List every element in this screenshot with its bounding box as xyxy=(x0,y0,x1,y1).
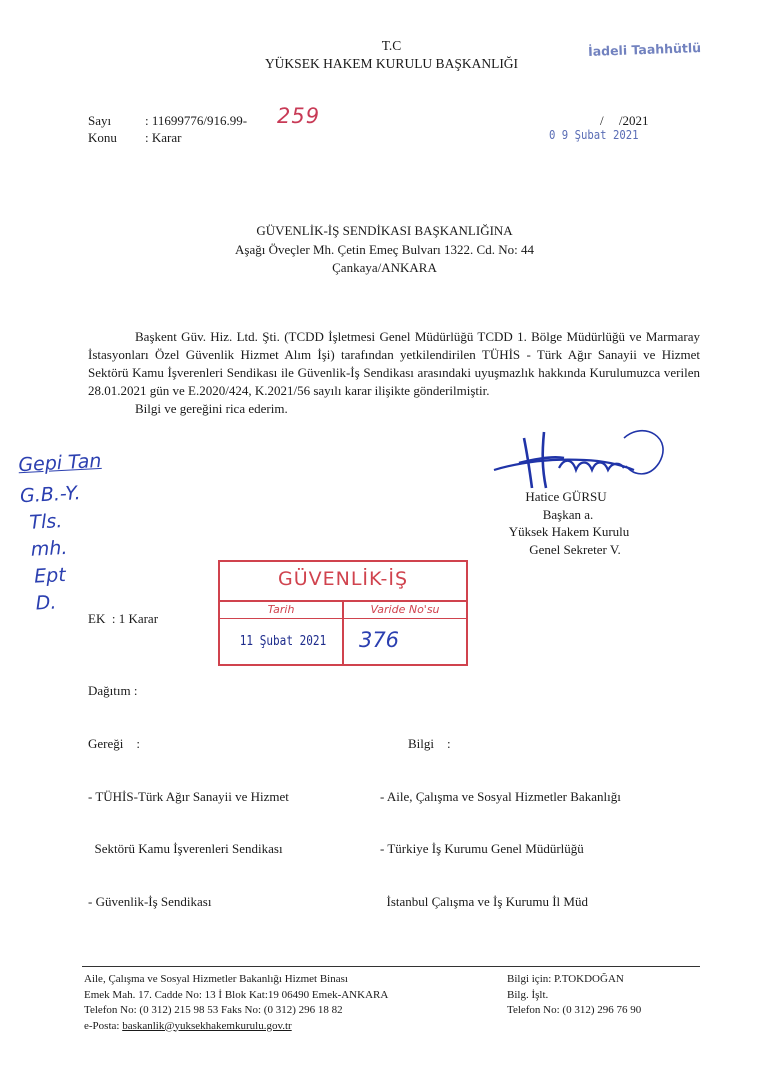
handwritten-note-line: mh. xyxy=(30,536,68,561)
handwritten-note-line: Ept xyxy=(33,563,67,588)
distribution-bilgi xyxy=(380,700,621,928)
attachment-line: EK : 1 Karar xyxy=(88,611,159,626)
footer-email-link[interactable]: baskanlik@yuksekhakemkurulu.gov.tr xyxy=(122,1019,292,1032)
konu-label: Konu xyxy=(88,130,117,145)
footer-contact-person: Bilgi için: P.TOKDOĞAN xyxy=(507,973,624,985)
received-stamp xyxy=(218,560,468,666)
stamp-date-label: Tarih xyxy=(267,603,295,616)
header-institution: YÜKSEK HAKEM KURULU BAŞKANLIĞI xyxy=(264,56,519,71)
sayi-label: Sayı xyxy=(88,113,112,128)
konu-row xyxy=(88,130,181,146)
gereg-item: Sektörü Kamu İşverenleri Sendikası xyxy=(88,841,283,856)
footer-email-row xyxy=(84,1019,388,1035)
addressee-block xyxy=(0,222,763,278)
footer-contact-title: Bilg. İşlt. xyxy=(507,988,549,1001)
handwritten-note xyxy=(18,448,110,618)
addressee-city: Çankaya/ANKARA xyxy=(332,260,437,275)
footer-email-label: e-Posta: xyxy=(84,1019,123,1032)
date-template: / /2021 xyxy=(600,113,649,128)
handwritten-note-line: D. xyxy=(35,591,57,615)
handwritten-note-line: Tls. xyxy=(28,510,63,534)
distribution-gereg xyxy=(88,700,289,928)
stamp-label-divider xyxy=(220,618,466,619)
body-closing: Bilgi ve gereğini rica ederim. xyxy=(135,401,288,416)
signer-name: Hatice GÜRSU xyxy=(525,489,607,504)
stamp-org: GÜVENLİK-İŞ xyxy=(277,568,409,590)
stamp-number-label: Varide No'su xyxy=(370,603,440,616)
signer-title-2: Yüksek Hakem Kurulu xyxy=(508,524,630,539)
footer-phone: Telefon No: (0 312) 215 98 53 Faks No: (0 312) 296 18 82 xyxy=(84,1004,343,1016)
gereg-label: Gereği : xyxy=(88,736,140,751)
handwritten-note-line: Gepi Tan xyxy=(17,449,102,477)
handwritten-note-line: G.B.-Y. xyxy=(19,482,82,508)
footer-address: Emek Mah. 17. Cadde No: 13 İ Blok Kat:19 06490 Emek-ANKARA xyxy=(84,988,389,1001)
date-stamp: 0 9 Şubat 2021 xyxy=(549,127,639,142)
bilgi-item: - Türkiye İş Kurumu Genel Müdürlüğü xyxy=(380,841,584,856)
distribution-title: Dağıtım : xyxy=(88,683,138,698)
footer-divider xyxy=(82,966,700,967)
sayi-value: : 11699776/916.99- xyxy=(145,113,248,128)
signature-scribble xyxy=(484,418,674,498)
header-tc: T.C xyxy=(381,38,402,53)
footer-building: Aile, Çalışma ve Sosyal Hizmetler Bakanlığı Hizmet Binası xyxy=(84,973,348,985)
sayi-handwritten-number: 259 xyxy=(277,104,321,128)
bilgi-label: Bilgi : xyxy=(408,736,451,751)
letter-body xyxy=(88,328,700,418)
gereg-item: - TÜHİS-Türk Ağır Sanayii ve Hizmet xyxy=(88,788,289,804)
sayi-row xyxy=(88,113,247,129)
gereg-item: - Güvenlik-İş Sendikası xyxy=(88,893,212,909)
bilgi-item: - Aile, Çalışma ve Sosyal Hizmetler Bakanlığı xyxy=(380,788,621,804)
footer-right xyxy=(507,972,641,1019)
footer-left xyxy=(84,972,388,1034)
stamp-number-value: 376 xyxy=(358,628,400,652)
registered-mail-stamp: İadeli Taahhütlü xyxy=(587,40,702,59)
bilgi-item: İstanbul Çalışma ve İş Kurumu İl Müd xyxy=(380,893,588,909)
konu-value: : Karar xyxy=(145,130,182,145)
body-paragraph: Başkent Güv. Hiz. Ltd. Şti. (TCDD İşletmesi Genel Müdürlüğü TCDD 1. Bölge Müdürlüğü ve Marmaray İstasyonları Özel Güvenlik Hizmet Alım İşi) tarafından yetkilendirilen TÜHİS - Türk Ağır Sanayii ve Hizmet Sektörü Kamu İşverenleri Sendikası ile Güvenlik-İş Sendikası arasındaki uyuşmazlık hakkında Kurulumuzca verilen 28.01.2021 gün ve E.2020/424, K.2021/56 sayılı karar ilişikte gönderilmiştir. xyxy=(88,329,700,398)
footer-contact-phone: Telefon No: (0 312) 296 76 90 xyxy=(507,1004,642,1016)
signer-title-3: Genel Sekreter V. xyxy=(529,541,621,557)
addressee-name: GÜVENLİK-İŞ SENDİKASI BAŞKANLIĞINA xyxy=(256,223,513,238)
addressee-street: Aşağı Öveçler Mh. Çetin Emeç Bulvarı 1322. Cd. No: 44 xyxy=(235,241,534,257)
stamp-date-value: 11 Şubat 2021 xyxy=(239,634,327,649)
signature-block xyxy=(498,488,648,558)
signer-title-1: Başkan a. xyxy=(542,506,594,522)
